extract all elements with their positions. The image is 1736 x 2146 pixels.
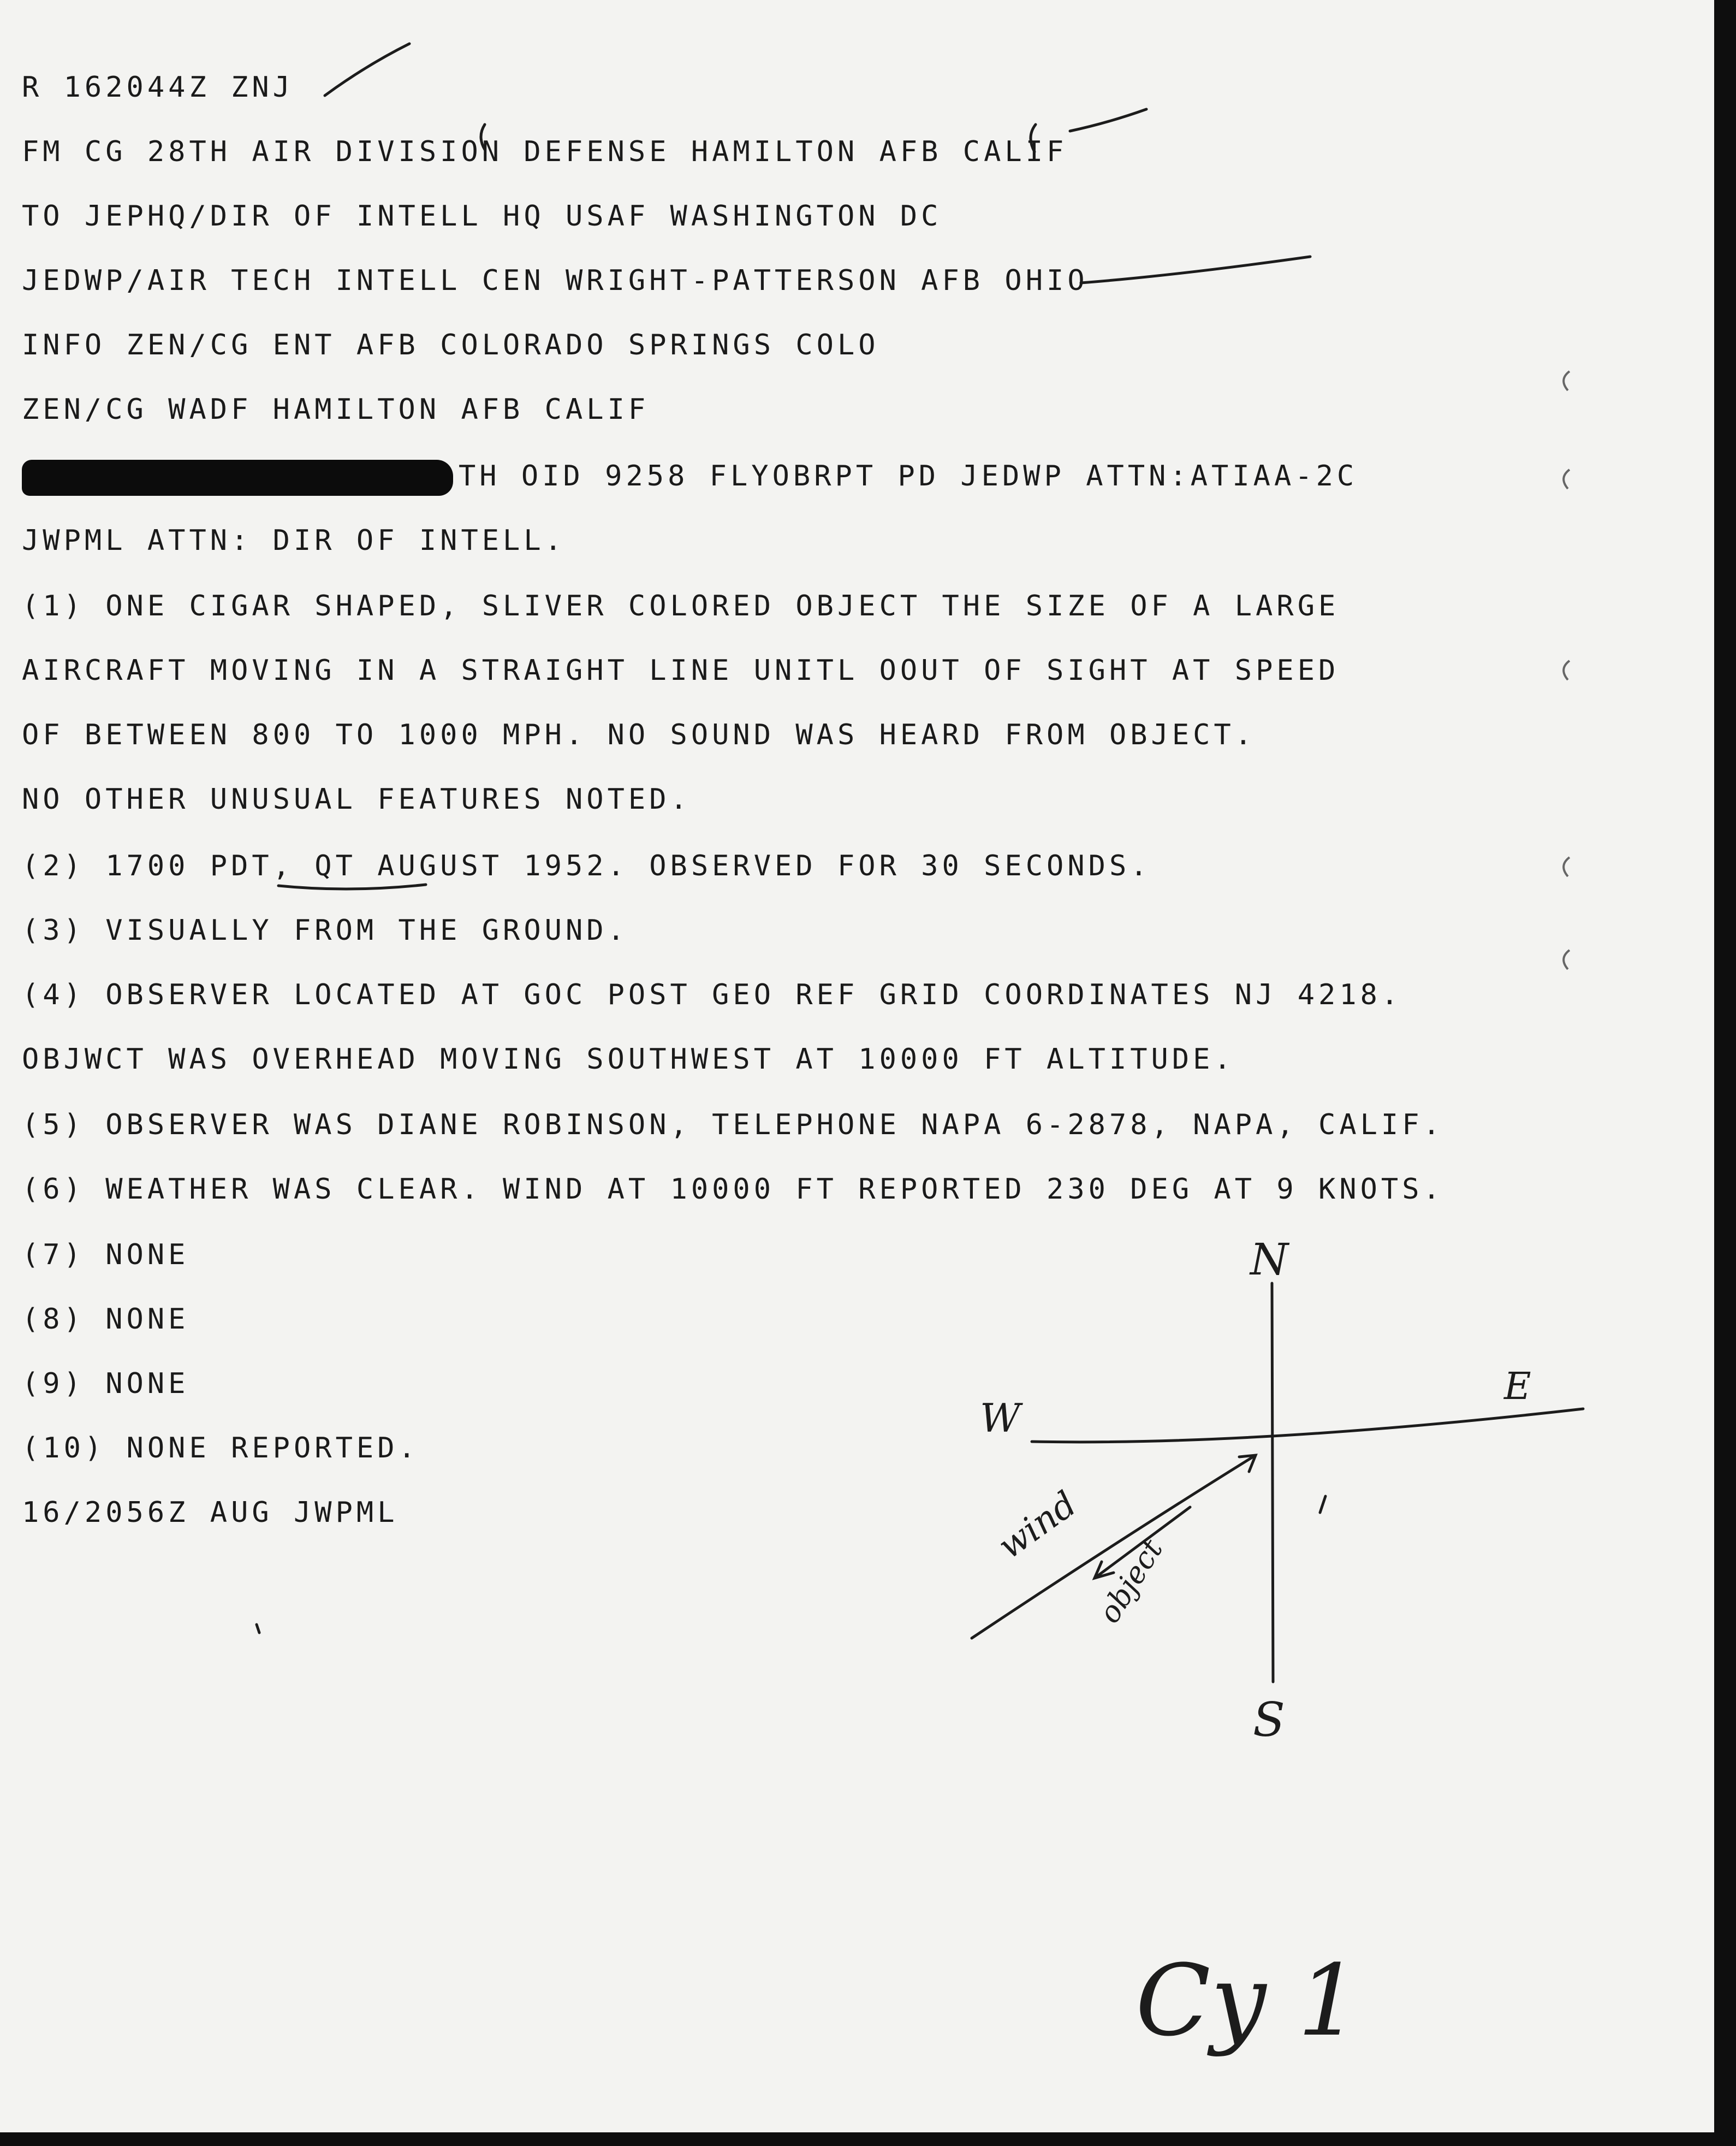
compass-west-label: W [980,1395,1021,1441]
routing-line: R 162044Z ZNJ [22,71,294,104]
wind-label: wind [991,1484,1084,1567]
item-1-line-3: OF BETWEEN 800 TO 1000 MPH. NO SOUND WAS HEARD FROM OBJECT. [22,719,1256,751]
paren-mark-1 [1031,125,1036,152]
paren-mark-2 [481,125,485,150]
left-margin-dash [257,1625,259,1633]
compass-north-label: N [1250,1234,1288,1285]
margin-dash-1 [1070,109,1146,131]
compass-vertical-line [1272,1283,1273,1682]
item-1-line-2: AIRCRAFT MOVING IN A STRAIGHT LINE UNITL OOUT OF SIGHT AT SPEED [22,654,1340,687]
item-1-line-1: (1) ONE CIGAR SHAPED, SLIVER COLORED OBJECT THE SIZE OF A LARGE [22,590,1340,623]
underline-date [278,885,426,889]
object-label: object [1092,1533,1170,1629]
from-line: FM CG 28TH AIR DIVISION DEFENSE HAMILTON AFB CALIF [22,135,1068,168]
item-2-line: (2) 1700 PDT, QT AUGUST 1952. OBSERVED FOR 30 SECONDS. [22,850,1151,882]
compass-horizontal-line [1032,1409,1583,1442]
scan-edge-bottom [0,2132,1736,2146]
dtg-line: 16/2056Z AUG JWPML [22,1496,399,1529]
item-4-line-2: OBJWCT WAS OVERHEAD MOVING SOUTHWEST AT 10000 FT ALTITUDE. [22,1043,1235,1076]
item-7-line: (7) NONE [22,1238,189,1271]
scan-edge-right [1714,0,1736,2146]
small-tick [1320,1496,1325,1513]
compass-south-label: S [1253,1693,1285,1747]
item-10-line: (10) NONE REPORTED. [22,1432,419,1465]
check-stroke-top [325,44,409,96]
info-line-2: ZEN/CG WADF HAMILTON AFB CALIF [22,393,650,426]
item-9-line: (9) NONE [22,1367,189,1400]
attention-line: JWPML ATTN: DIR OF INTELL. [22,524,566,557]
info-line: INFO ZEN/CG ENT AFB COLORADO SPRINGS COLO [22,329,879,361]
copy-number-mark: Cy 1 [1135,1944,1360,2058]
item-1-line-4: NO OTHER UNUSUAL FEATURES NOTED. [22,783,691,816]
item-3-line: (3) VISUALLY FROM THE GROUND. [22,914,628,947]
redacted-line-suffix: TH OID 9258 FLYOBRPT PD JEDWP ATTN:ATIAA-2C [459,460,1358,493]
addressee-line: JEDWP/AIR TECH INTELL CEN WRIGHT-PATTERSON AFB OHIO [22,264,1089,297]
margin-arrow-stroke [1081,257,1310,283]
item-4-line-1: (4) OBSERVER LOCATED AT GOC POST GEO REF GRID COORDINATES NJ 4218. [22,979,1402,1011]
item-6-line: (6) WEATHER WAS CLEAR. WIND AT 10000 FT REPORTED 230 DEG AT 9 KNOTS. [22,1173,1444,1206]
compass-east-label: E [1504,1365,1531,1408]
to-line: TO JEPHQ/DIR OF INTELL HQ USAF WASHINGTON DC [22,200,942,233]
item-5-line: (5) OBSERVER WAS DIANE ROBINSON, TELEPHONE NAPA 6-2878, NAPA, CALIF. [22,1108,1444,1141]
item-8-line: (8) NONE [22,1303,189,1336]
